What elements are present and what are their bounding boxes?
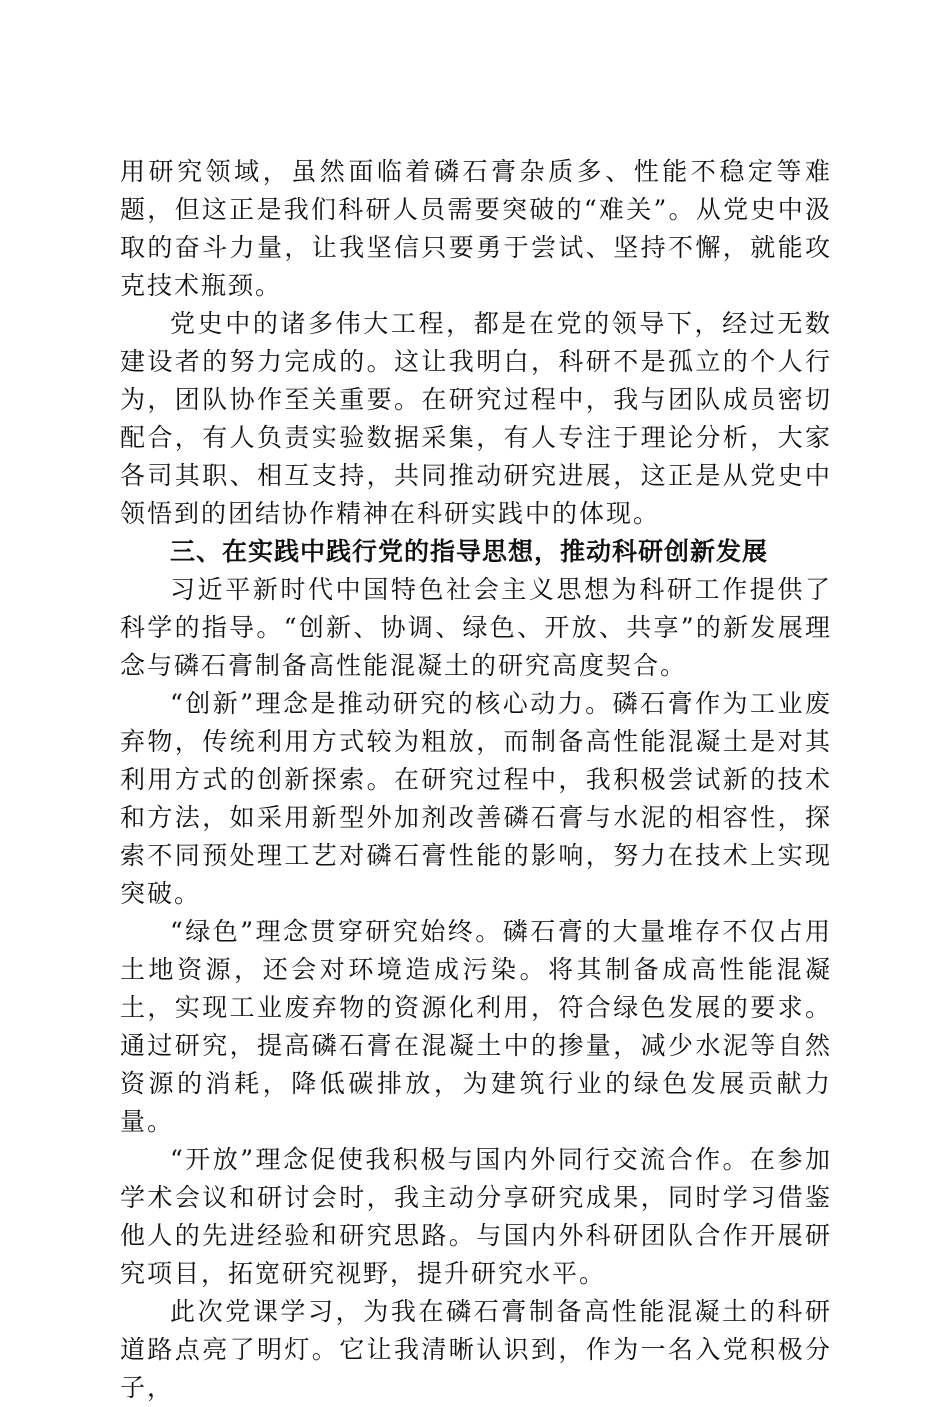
section-heading-3: 三、在实践中践行党的指导思想，推动科研创新发展 xyxy=(170,537,769,566)
document-body xyxy=(120,153,832,1407)
paragraph-green: “绿色”理念贯穿研究始终。磷石膏的大量堆存不仅占用土地资源，还会对环境造成污染。将其制备成高性能混凝土，实现工业废弃物的资源化利用，符合绿色发展的要求。通过研究，提高磷石膏在混凝土中的掺量，减少水泥等自然资源的消耗，降低碳排放，为建筑行业的绿色发展贡献力量。 xyxy=(120,917,832,1136)
paragraph-continuation: 用研究领域，虽然面临着磷石膏杂质多、性能不稳定等难题，但这正是我们科研人员需要突破的“难关”。从党史中汲取的奋斗力量，让我坚信只要勇于尝试、坚持不懈，就能攻克技术瓶颈。 xyxy=(120,157,832,300)
paragraph-innovation: “创新”理念是推动研究的核心动力。磷石膏作为工业废弃物，传统利用方式较为粗放，而制备高性能混凝土是对其利用方式的创新探索。在研究过程中，我积极尝试新的技术和方法，如采用新型外加剂改善磷石膏与水泥的相容性，探索不同预处理工艺对磷石膏性能的影响，努力在技术上实现突破。 xyxy=(120,689,832,908)
paragraph-teamwork: 党史中的诸多伟大工程，都是在党的领导下，经过无数建设者的努力完成的。这让我明白，科研不是孤立的个人行为，团队协作至关重要。在研究过程中，我与团队成员密切配合，有人负责实验数据采集，有人专注于理论分析，大家各司其职、相互支持，共同推动研究进展，这正是从党史中领悟到的团结协作精神在科研实践中的体现。 xyxy=(120,309,832,528)
paragraph-openness: “开放”理念促使我积极与国内外同行交流合作。在参加学术会议和研讨会时，我主动分享研究成果，同时学习借鉴他人的先进经验和研究思路。与国内外科研团队合作开展研究项目，拓宽研究视野，提升研究水平。 xyxy=(120,1145,832,1288)
paragraph-conclusion: 此次党课学习，为我在磷石膏制备高性能混凝土的科研道路点亮了明灯。它让我清晰认识到，作为一名入党积极分子， xyxy=(120,1297,832,1402)
paragraph-guiding-thought: 习近平新时代中国特色社会主义思想为科研工作提供了科学的指导。“创新、协调、绿色、开放、共享”的新发展理念与磷石膏制备高性能混凝土的研究高度契合。 xyxy=(120,575,832,680)
